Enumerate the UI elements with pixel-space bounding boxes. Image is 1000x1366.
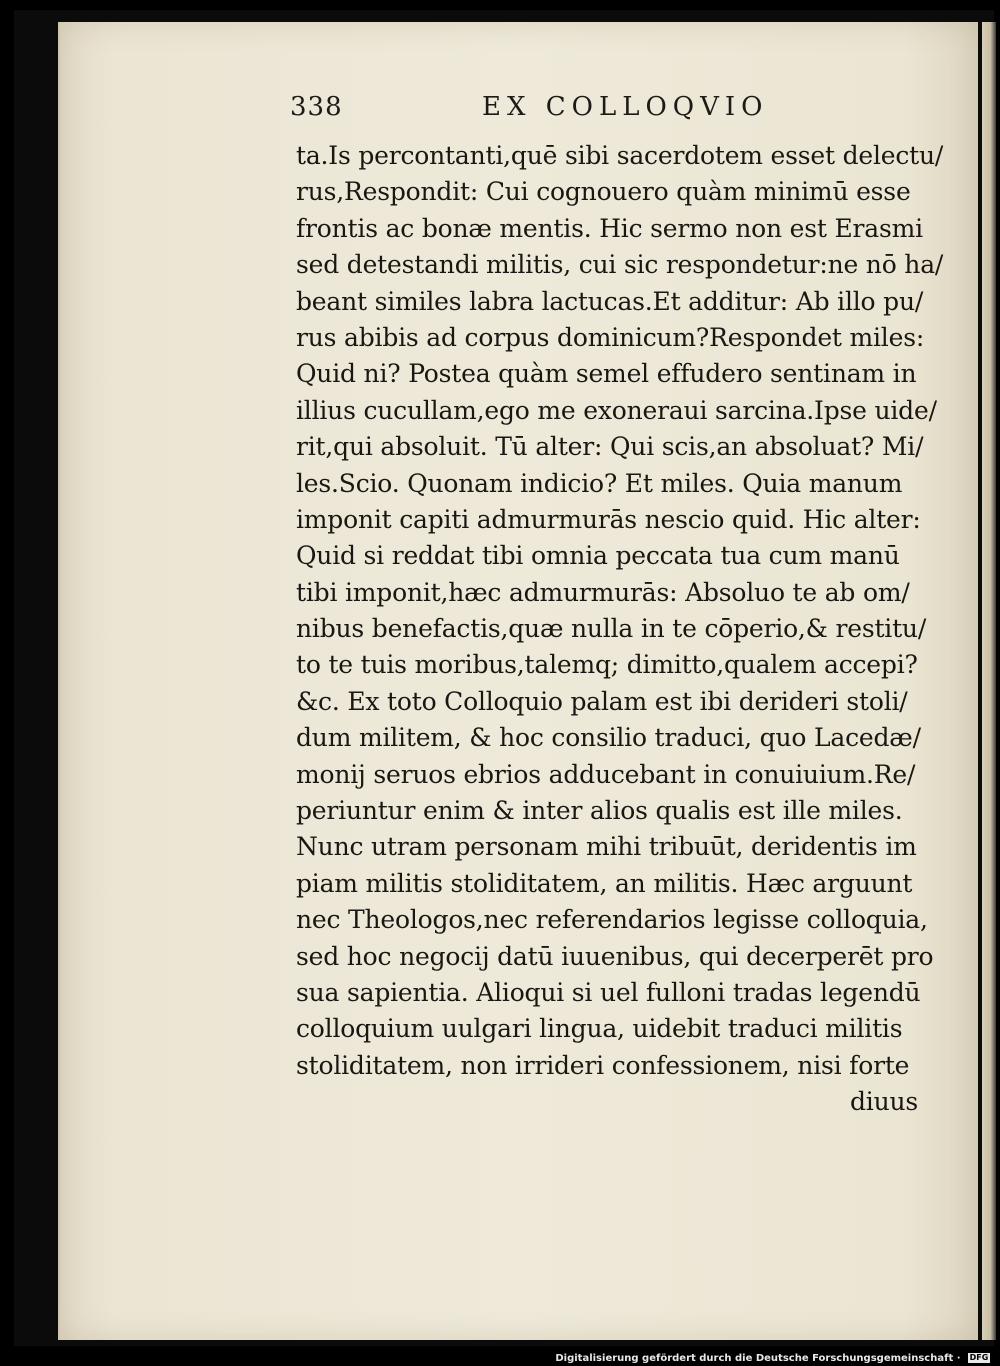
body-text <box>296 138 944 1121</box>
text-line: nec Theologos,nec referendarios legisse colloquia, <box>296 905 928 935</box>
text-line: rus abibis ad corpus dominicum?Respondet miles: <box>296 322 925 352</box>
text-line: sed detestandi militis, cui sic respondetur:ne nō ha/ <box>296 250 944 280</box>
text-line: monij seruos ebrios adducebant in conuiuium.Re/ <box>296 759 916 789</box>
dfg-logo: DFG <box>969 1353 989 1362</box>
footer-credit: Digitalisierung gefördert durch die Deutsche Forschungsgemeinschaft · <box>555 1352 961 1364</box>
text-line: sed hoc negocij datū iuuenibus, qui decerperēt pro <box>296 941 934 971</box>
text-line: illius cucullam,ego me exoneraui sarcina.Ipse uide/ <box>296 395 937 425</box>
text-line: to te tuis moribus,talemq; dimitto,qualem accepi? <box>296 650 918 680</box>
page-edge <box>982 22 996 1340</box>
text-line: imponit capiti admurmurās nescio quid. Hic alter: <box>296 504 921 534</box>
text-line: tibi imponit,hæc admurmurās: Absoluo te ab om/ <box>296 577 910 607</box>
text-line: rit,qui absoluit. Tū alter: Qui scis,an absoluat? Mi/ <box>296 432 924 462</box>
text-line: Nunc utram personam mihi tribuūt, deridentis im <box>296 832 917 862</box>
text-line: colloquium uulgari lingua, uidebit traduci militis <box>296 1014 903 1044</box>
text-line: rus,Respondit: Cui cognouero quàm minimū esse <box>296 177 911 207</box>
text-line: les.Scio. Quonam indicio? Et miles. Quia manum <box>296 468 903 498</box>
text-line: &c. Ex toto Colloquio palam est ibi derideri stoli/ <box>296 686 908 716</box>
text-line: piam militis stoliditatem, an militis. Hæc arguunt <box>296 868 913 898</box>
text-line: Quid ni? Postea quàm semel effudero sentinam in <box>296 359 917 389</box>
text-line: ta.Is percontanti,quē sibi sacerdotem esset delectu/ <box>296 141 944 170</box>
text-line: dum militem, & hoc consilio traduci, quo Lacedæ/ <box>296 723 921 753</box>
text-line: stoliditatem, non irrideri confessionem, nisi forte <box>296 1050 910 1080</box>
text-line: periuntur enim & inter alios qualis est ille miles. <box>296 796 903 826</box>
text-line: sua sapientia. Alioqui si uel fulloni tradas legendū <box>296 977 921 1007</box>
text-line: beant similes labra lactucas.Et additur: Ab illo pu/ <box>296 286 924 316</box>
page-number: 338 <box>290 92 343 122</box>
text-line: frontis ac bonæ mentis. Hic sermo non est Erasmi <box>296 213 923 243</box>
text-line: Quid si reddat tibi omnia peccata tua cum manū <box>296 541 900 571</box>
digitization-footer <box>0 1353 990 1365</box>
running-head: EX COLLOQVIO <box>482 92 769 122</box>
page-header <box>290 92 930 132</box>
catchword: diuus <box>849 1087 918 1117</box>
text-line: nibus benefactis,quæ nulla in te cōperio,& restitu/ <box>296 614 927 644</box>
